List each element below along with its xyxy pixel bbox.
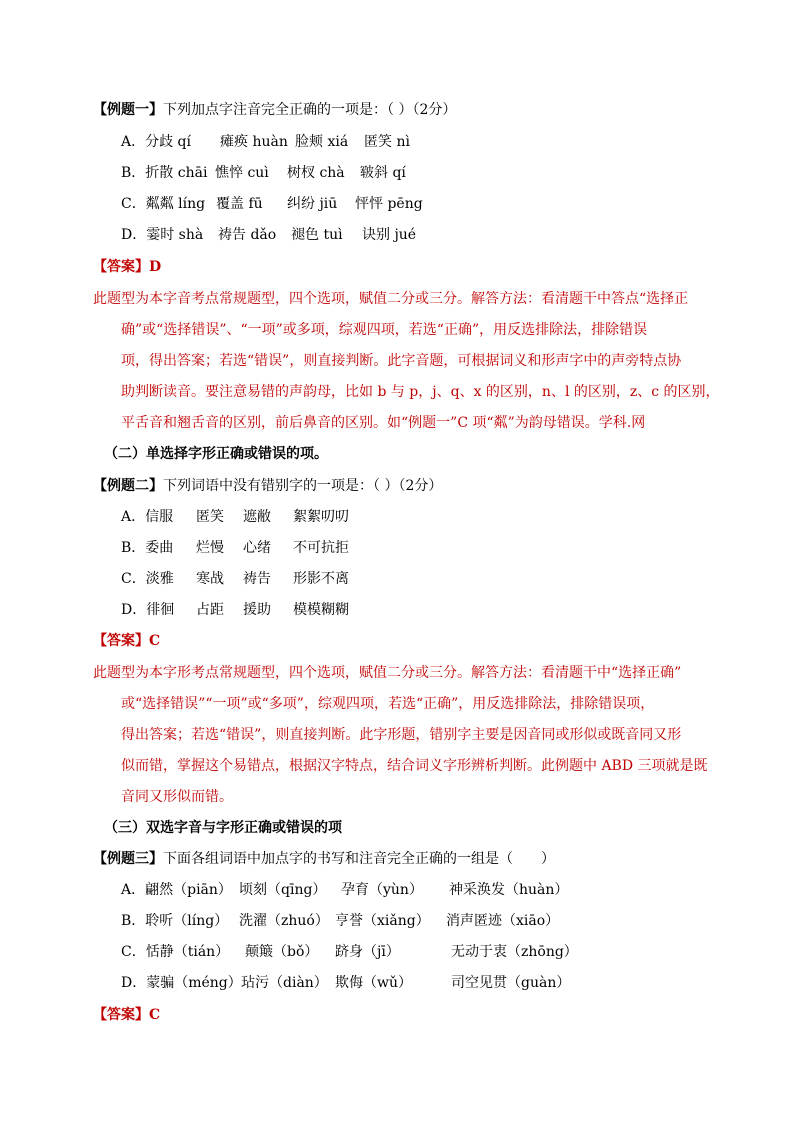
question-2-stem: 下列词语中没有错别字的一项是：（ ）（2分） — [163, 478, 443, 494]
question-2-heading — [93, 476, 442, 496]
answer-label: 【答案】 — [93, 1007, 149, 1023]
option-term: D．蒙骗（méng） — [121, 975, 242, 991]
option-term: 脸颊 xiá — [295, 134, 349, 150]
option-term: 援助 — [243, 602, 271, 618]
question-2-explanation-line: 音同又形似而错。 — [121, 789, 233, 805]
option-term: 消声匿迹（xiāo） — [446, 913, 560, 929]
option-term: 孕育（yùn） — [341, 882, 423, 898]
question-1-stem: 下列加点字注音完全正确的一项是：（ ）（2分） — [163, 102, 457, 118]
section-2-heading: （二）单选择字形正确或错误的项。 — [104, 446, 328, 462]
option-term: 覆盖 fū — [216, 196, 263, 212]
question-2-answer — [93, 631, 160, 651]
option-term: 祷告 dǎo — [218, 227, 277, 243]
option-term: B．委曲 — [121, 540, 174, 556]
option-term: D．徘徊 — [121, 602, 175, 618]
question-1-explanation-line: 确”或“选择错误”、“一项”或多项，综观四项，若选“正确”，用反选排除法，排除错误 — [121, 322, 648, 338]
option-term: C．淡雅 — [121, 571, 174, 587]
question-1-explanation-line: 平舌音和翘舌音的区别，前后鼻音的区别。如“例题一”C 项“粼”为韵母错误。学科.网 — [121, 415, 646, 431]
option-term: 洗濯（zhuó） — [239, 913, 329, 929]
option-term: 树杈 chà — [287, 165, 345, 181]
option-term: 匿笑 nì — [364, 134, 410, 150]
option-term: 祷告 — [243, 571, 271, 587]
section-3-heading: （三）双选字音与字形正确或错误的项 — [104, 820, 342, 836]
option-term: 遮敝 — [243, 509, 271, 525]
option-term: 寒战 — [196, 571, 224, 587]
option-term: 玷污（diàn） — [241, 975, 328, 991]
question-2-explanation-line: 此题型为本字形考点常规题型，四个选项，赋值二分或三分。解答方法：看清题干中“选择正确” — [93, 665, 682, 681]
option-term: 不可抗拒 — [293, 540, 349, 556]
question-2-tag: 【例题二】 — [93, 478, 163, 494]
option-term: B．聆听（líng） — [121, 913, 229, 929]
answer-value: D — [149, 259, 162, 275]
question-1-heading — [93, 100, 456, 120]
option-term: 跻身（jī） — [335, 944, 400, 960]
answer-label: 【答案】 — [93, 259, 149, 275]
question-1-tag: 【例题一】 — [93, 102, 163, 118]
option-term: 无动于衷（zhōng） — [451, 944, 578, 960]
option-term: 占距 — [196, 602, 224, 618]
option-term: 憔悴 cuì — [215, 165, 269, 181]
option-term: 诀别 jué — [362, 227, 417, 243]
question-1-answer — [93, 257, 161, 277]
option-term: 心绪 — [243, 540, 271, 556]
option-term: 褪色 tuì — [291, 227, 343, 243]
option-term: 司空见贯（guàn） — [451, 975, 571, 991]
question-2-explanation-line: 或“选择错误”“一项”或“多项”，综观四项，若选“正确”，用反选排除法，排除错误项， — [121, 696, 655, 712]
option-term: 纠纷 jiū — [287, 196, 338, 212]
option-term: 匿笑 — [196, 509, 224, 525]
option-term: 絮絮叨叨 — [293, 509, 349, 525]
question-2-explanation-line: 似而错，掌握这个易错点，根据汉字特点，结合词义字形辨析判断。此例题中 ABD 三项就是既 — [121, 758, 708, 774]
question-1-explanation-line: 助判断读音。要注意易错的声韵母，比如 b 与 p，j、q、x 的区别，n、l 的区别，z、c 的区别， — [121, 384, 720, 400]
question-3-answer — [93, 1005, 160, 1025]
question-3-tag: 【例题三】 — [93, 851, 163, 867]
option-term: 瘫痪 huàn — [220, 134, 288, 150]
option-term: 皲斜 qí — [360, 165, 406, 181]
option-term: 模模糊糊 — [293, 602, 349, 618]
option-term: A．信服 — [121, 509, 174, 525]
option-term: D．霎时 shà — [121, 227, 204, 243]
answer-value: C — [149, 633, 161, 649]
option-term: 神采涣发（huàn） — [449, 882, 569, 898]
option-term: A．分歧 qí — [121, 134, 191, 150]
question-1-explanation-line: 此题型为本字音考点常规题型，四个选项，赋值二分或三分。解答方法：看清题干中答点“选择正 — [93, 291, 689, 307]
option-term: 怦怦 pēng — [355, 196, 423, 212]
option-term: 形影不离 — [293, 571, 349, 587]
answer-label: 【答案】 — [93, 633, 149, 649]
option-term: 颠簸（bǒ） — [245, 944, 319, 960]
question-1-explanation-line: 项，得出答案；若选“错误”，则直接判断。此字音题，可根据词义和形声字中的声旁特点协 — [121, 353, 682, 369]
option-term: 欺侮（wǔ） — [335, 975, 412, 991]
question-3-stem: 下面各组词语中加点字的书写和注音完全正确的一组是（ ） — [163, 851, 555, 867]
question-2-explanation-line: 得出答案；若选“错误”，则直接判断。此字形题，错别字主要是因音同或形似或既音同又形 — [121, 727, 682, 743]
option-term: C．恬静（tián） — [121, 944, 230, 960]
option-term: C．粼粼 líng — [121, 196, 206, 212]
option-term: 亨誉（xiǎng） — [335, 913, 430, 929]
option-term: B．折散 chāi — [121, 165, 208, 181]
option-term: A．翩然（piān） — [121, 882, 232, 898]
option-term: 顷刻（qīng） — [239, 882, 327, 898]
question-3-heading — [93, 849, 555, 869]
option-term: 烂慢 — [196, 540, 224, 556]
answer-value: C — [149, 1007, 161, 1023]
